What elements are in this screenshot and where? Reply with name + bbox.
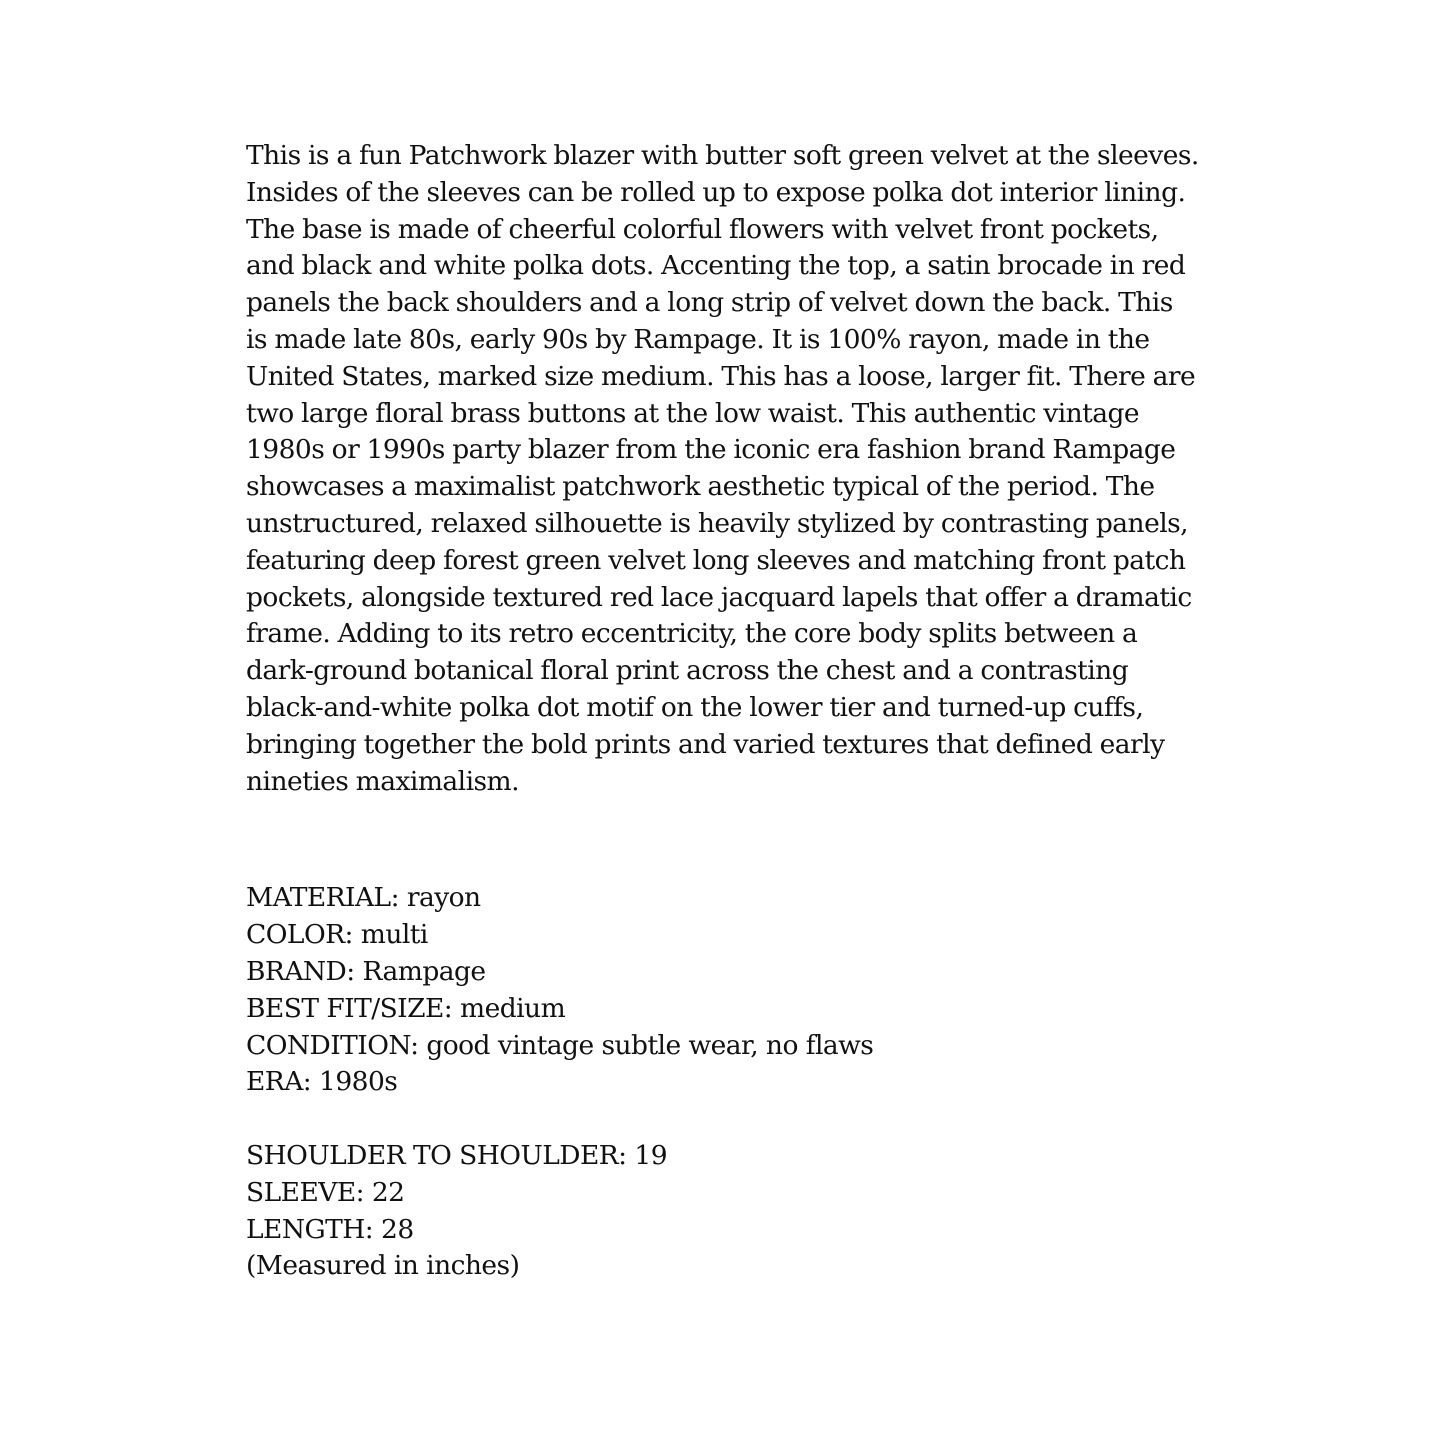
spec-material: MATERIAL: rayon: [246, 882, 481, 914]
measurement-shoulder: SHOULDER TO SHOULDER: 19: [246, 1139, 668, 1171]
product-description-document: [246, 138, 1216, 1285]
spec-size: BEST FIT/SIZE: medium: [246, 992, 566, 1024]
spec-era: ERA: 1980s: [246, 1066, 398, 1098]
measurements-list: [246, 1138, 1216, 1285]
measurement-length: LENGTH: 28: [246, 1213, 414, 1245]
spec-brand: BRAND: Rampage: [246, 955, 486, 987]
spec-condition: CONDITION: good vintage subtle wear, no flaws: [246, 1029, 874, 1061]
specs-list: [246, 880, 1216, 1101]
measurement-unit-note: (Measured in inches): [246, 1250, 520, 1282]
measurement-sleeve: SLEEVE: 22: [246, 1176, 405, 1208]
spec-color: COLOR: multi: [246, 919, 428, 951]
description-paragraph: This is a fun Patchwork blazer with butter soft green velvet at the sleeves. Insides of the sleeves can be rolled up to expose polka dot interior lining. The base is made of cheerful colorful flowers with velvet front pockets, and black and white polka dots. Accenting the top, a satin brocade in red panels the back shoulders and a long strip of velvet down the back. This is made late 80s, early 90s by Rampage. It is 100% rayon, made in the United States, marked size medium. This has a loose, larger fit. There are two large floral brass buttons at the low waist. This authentic vintage 1980s or 1990s party blazer from the iconic era fashion brand Rampage showcases a maximalist patchwork aesthetic typical of the period. The unstructured, relaxed silhouette is heavily stylized by contrasting panels, featuring deep forest green velvet long sleeves and matching front patch pockets, alongside textured red lace jacquard lapels that offer a dramatic frame. Adding to its retro eccentricity, the core body splits between a dark-ground botanical floral print across the chest and a contrasting black-and-white polka dot motif on the lower tier and turned-up cuffs, bringing together the bold prints and varied textures that defined early nineties maximalism.: [246, 140, 1199, 797]
